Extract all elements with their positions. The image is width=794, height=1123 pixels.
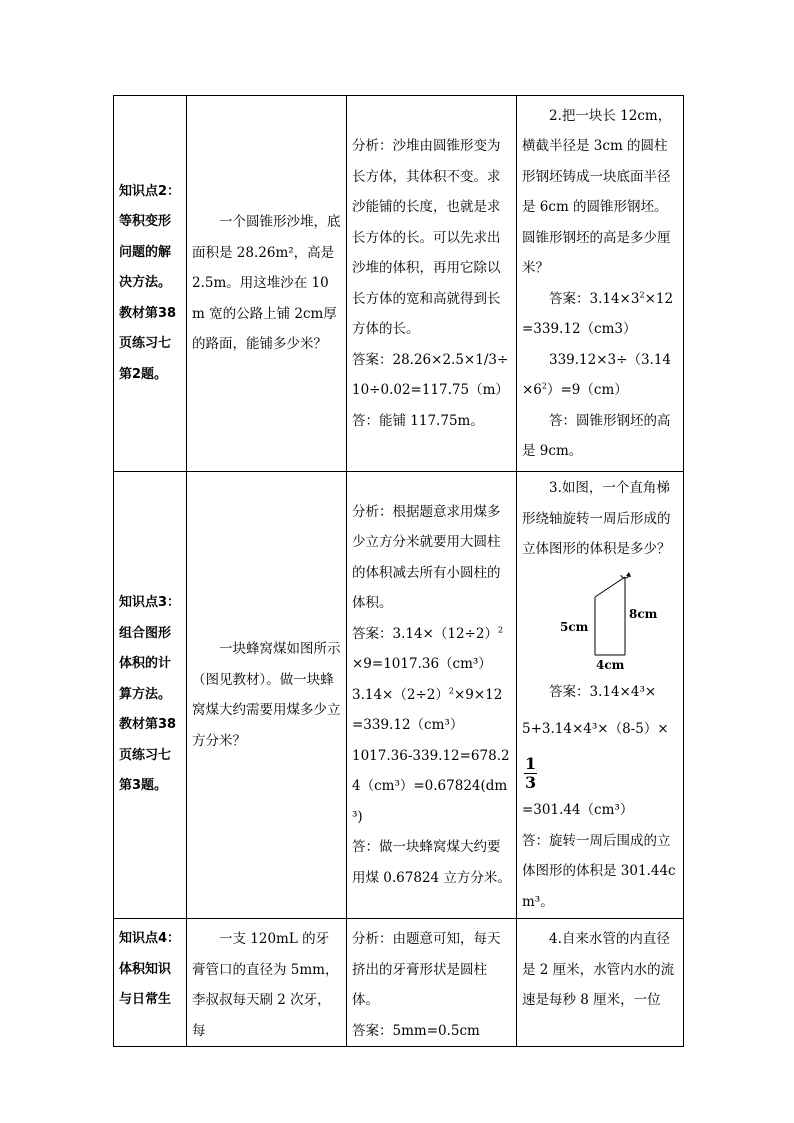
answer-formula: $3.14\times(2\div 2)^2\times 9\times 12=339.12(cm^3)$ bbox=[352, 686, 503, 734]
fig-label-left: 5cm bbox=[560, 619, 589, 634]
answer-formula: 答案：$3.14\times(12\div 2)^2\times 9=1017.36(cm^3)$ bbox=[352, 625, 504, 673]
knowledge-point-cell bbox=[114, 96, 187, 472]
exercise-question: 2.把一块长 12cm，横截半径是 3cm 的圆柱形钢坯铸成一块底面半径是 6cm 的圆锥形钢坯。圆锥形钢坯的高是多少厘米？ bbox=[522, 107, 672, 276]
analysis-text: 分析：沙堆由圆锥形变为长方体，其体积不变。求沙能铺的长度，也就是求长方体的长。可以先求出沙堆的体积，再用它除以长方体的宽和高就得到长方体的长。 bbox=[352, 138, 501, 337]
analysis-text: 分析：由题意可知，每天挤出的牙膏形状是圆柱体。 bbox=[352, 931, 501, 1008]
example-problem: 一块蜂窝煤如图所示（图见教材）。做一块蜂窝煤大约需要用煤多少立方分米？ bbox=[192, 641, 341, 749]
table-row bbox=[114, 472, 684, 919]
exercise-cell bbox=[517, 96, 684, 472]
fig-label-bottom: 4cm bbox=[596, 657, 625, 672]
exercise-answer: 5+3.14×4³×（8-5）× $\frac{1}{3}$ bbox=[522, 721, 669, 792]
knowledge-line: 知识点3： bbox=[119, 595, 181, 611]
trapezoid-slant-edge bbox=[595, 577, 625, 597]
knowledge-line: 决方法。 bbox=[119, 275, 172, 291]
knowledge-line: 算方法。 bbox=[119, 686, 172, 702]
knowledge-line: 页练习七 bbox=[119, 336, 172, 352]
exercise-answer: $339.12\times 3\div(3.14\times 6^2)=9(cm)$ bbox=[522, 351, 672, 398]
exercise-conclusion: 答：圆锥形钢坯的高是 9cm。 bbox=[522, 412, 671, 459]
analysis-text: 分析：根据题意求用煤多少立方分米就要用大圆柱的体积减去所有小圆柱的体积。 bbox=[352, 503, 501, 612]
exercise-conclusion: 答：旋转一周后围成的立体图形的体积是 301.44cm³。 bbox=[522, 832, 676, 910]
knowledge-line: 组合图形 bbox=[119, 625, 172, 641]
exercise-answer: 答案：3.14×4³× bbox=[549, 683, 657, 700]
knowledge-line: 知识点4： bbox=[119, 931, 181, 946]
exercise-question: 3.如图，一个直角梯形绕轴旋转一周后形成的立体图形的体积是多少？ bbox=[522, 480, 671, 557]
answer-conclusion: 答：能铺 117.75m。 bbox=[352, 412, 484, 429]
example-problem-cell bbox=[187, 96, 347, 472]
exercise-cell bbox=[517, 472, 684, 919]
knowledge-line: 教材第38 bbox=[119, 717, 177, 733]
exercise-answer: 答案：$3.14\times 3^2\times 12=339.12(cm3)$ bbox=[522, 290, 674, 337]
example-problem-cell bbox=[187, 472, 347, 919]
knowledge-line: 知识点2： bbox=[119, 183, 181, 199]
exercise-question: 4.自来水管的内直径是 2 厘米，水管内水的流速是每秒 8 厘米，一位 bbox=[522, 931, 675, 1008]
fig-label-right: 8cm bbox=[629, 606, 658, 621]
example-problem: 一支 120mL 的牙膏管口的直径为 5mm，李叔叔每天刷 2 次牙，每 bbox=[192, 931, 339, 1039]
knowledge-line: 第2题。 bbox=[119, 366, 168, 382]
answer-formula: 答案：5mm=0.5cm bbox=[352, 1022, 480, 1039]
knowledge-line: 与日常生 bbox=[119, 992, 172, 1007]
knowledge-line: 教材第38 bbox=[119, 305, 177, 321]
exercise-cell bbox=[517, 919, 684, 1047]
analysis-cell bbox=[347, 96, 517, 472]
knowledge-line: 体积的计 bbox=[119, 656, 172, 672]
knowledge-line: 第3题。 bbox=[119, 778, 168, 794]
knowledge-table bbox=[113, 95, 684, 1047]
trapezoid-figure bbox=[530, 567, 680, 677]
table-row bbox=[114, 919, 684, 1047]
analysis-cell bbox=[347, 919, 517, 1047]
knowledge-line: 体积知识 bbox=[119, 961, 172, 977]
fraction: $\frac{1}{3}$ bbox=[525, 754, 537, 792]
knowledge-point-cell bbox=[114, 919, 187, 1047]
example-problem: 一个圆锥形沙堆，底面积是 28.26m²，高是 2.5m。用这堆沙在 10m 宽的公路上铺 2cm厚的路面，能铺多少米？ bbox=[192, 214, 341, 353]
answer-conclusion: 答：做一块蜂窝煤大约要用煤 0.67824 立方分米。 bbox=[352, 839, 511, 886]
analysis-cell bbox=[347, 472, 517, 919]
knowledge-line: 等积变形 bbox=[119, 214, 172, 230]
answer-formula: 1017.36-339.12=678.24（cm³）=0.67824(dm³) bbox=[352, 747, 510, 825]
answer-formula: 答案：28.26×2.5×1/3÷10÷0.02=117.75（m） bbox=[352, 351, 509, 398]
knowledge-line: 问题的解 bbox=[119, 244, 172, 260]
knowledge-line: 页练习七 bbox=[119, 747, 172, 763]
table-row bbox=[114, 96, 684, 472]
rotation-arrowhead-icon bbox=[626, 572, 631, 577]
exercise-answer: =301.44（cm³） bbox=[522, 802, 634, 818]
example-problem-cell bbox=[187, 919, 347, 1047]
knowledge-point-cell bbox=[114, 472, 187, 919]
